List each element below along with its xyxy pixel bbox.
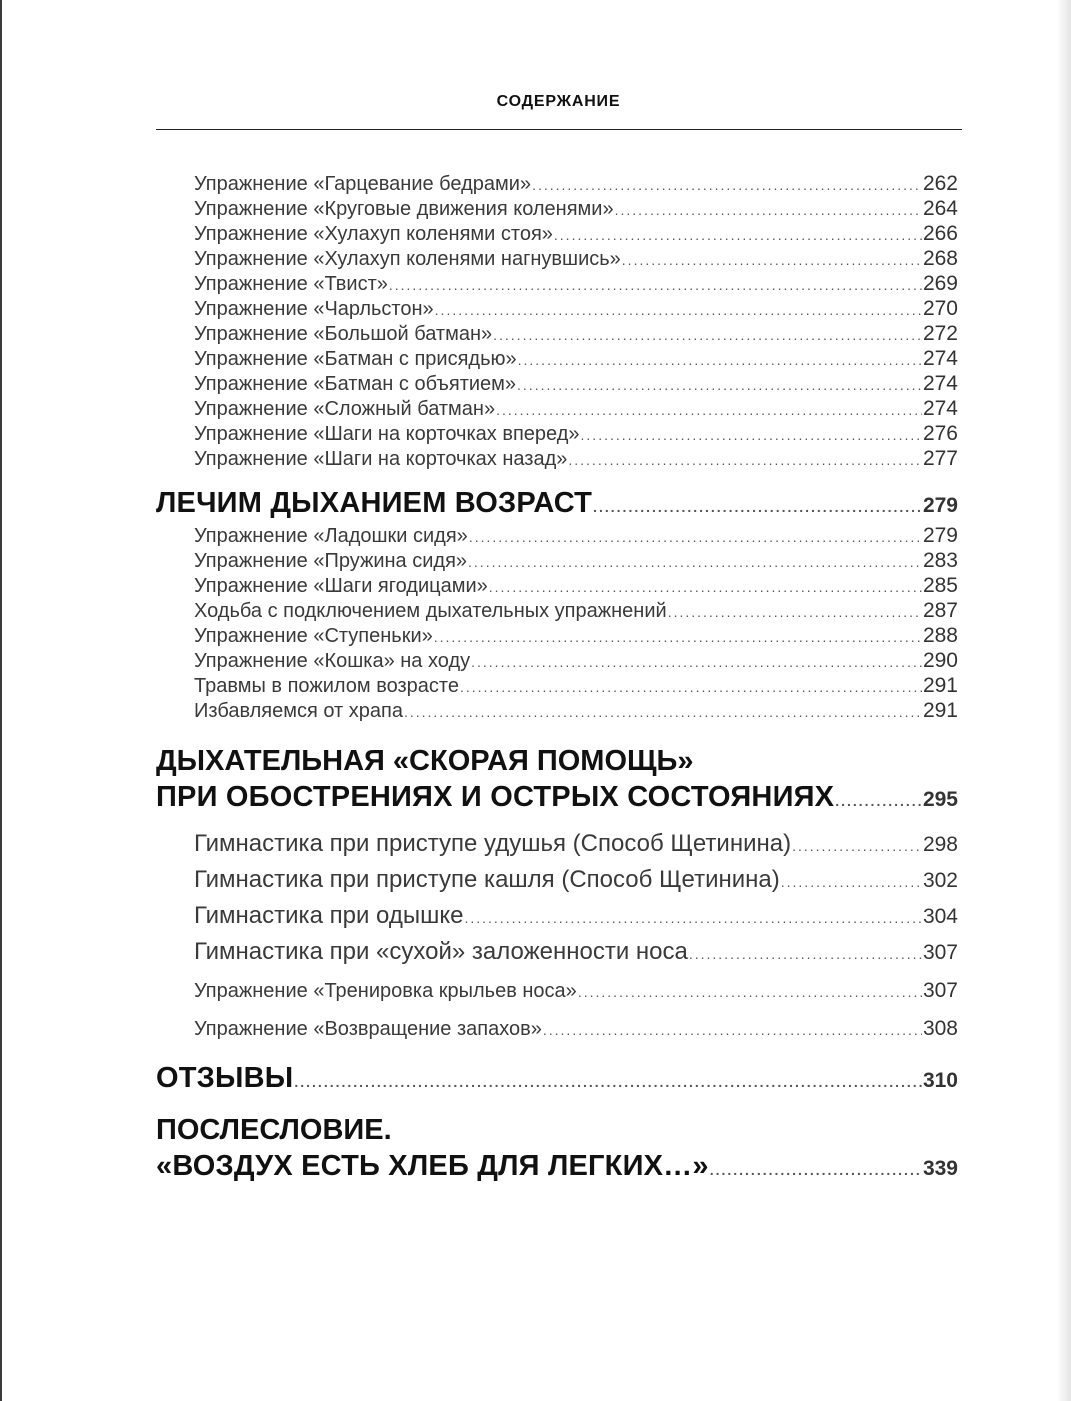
dot-leader bbox=[389, 278, 922, 292]
toc-section-heading[interactable] bbox=[156, 1060, 958, 1096]
dot-leader bbox=[781, 875, 922, 889]
toc-entry-label: Упражнение «Батман с присядью» bbox=[194, 348, 517, 370]
toc-entry-page: 298 bbox=[922, 833, 958, 856]
table-of-contents bbox=[156, 171, 958, 1187]
toc-entry-label: Упражнение «Шаги ягодицами» bbox=[194, 575, 488, 597]
toc-entry-label: Травмы в пожилом возрасте bbox=[194, 675, 459, 697]
toc-entry-label: Упражнение «Возвращение запахов» bbox=[194, 1018, 542, 1040]
toc-entry[interactable] bbox=[156, 1010, 958, 1048]
dot-leader bbox=[568, 453, 922, 467]
toc-group-1 bbox=[156, 171, 958, 471]
toc-entry[interactable] bbox=[156, 396, 958, 421]
toc-entry-page: 291 bbox=[922, 674, 958, 697]
toc-entry[interactable] bbox=[156, 221, 958, 246]
toc-entry-label: Упражнение «Большой батман» bbox=[194, 323, 493, 345]
toc-entry-page: 290 bbox=[922, 649, 958, 672]
dot-leader bbox=[835, 794, 922, 808]
toc-entry-page: 307 bbox=[922, 979, 958, 1002]
toc-entry-label: Упражнение «Сложный батман» bbox=[194, 398, 496, 420]
toc-section-page: 310 bbox=[922, 1069, 958, 1092]
page-title: СОДЕРЖАНИЕ bbox=[496, 93, 621, 110]
toc-entry-label: Упражнение «Ладошки сидя» bbox=[194, 525, 468, 547]
toc-entry[interactable] bbox=[156, 371, 958, 396]
toc-entry-page: 291 bbox=[922, 699, 958, 722]
toc-entry-page: 270 bbox=[922, 297, 958, 320]
toc-entry-label: Гимнастика при одышке bbox=[194, 902, 464, 929]
toc-entry-label: Гимнастика при приступе кашля (Способ Щетинина) bbox=[194, 866, 780, 893]
toc-section-page: 279 bbox=[922, 494, 958, 517]
toc-entry-label: Упражнение «Ступеньки» bbox=[194, 625, 433, 647]
toc-section-heading[interactable] bbox=[156, 1112, 958, 1187]
toc-section-title: ОТЗЫВЫ bbox=[156, 1062, 294, 1094]
toc-entry-label: Упражнение «Хулахуп коленями стоя» bbox=[194, 223, 553, 245]
toc-entry-label: Ходьба с подключением дыхательных упражнений bbox=[194, 600, 667, 622]
toc-entry-page: 302 bbox=[922, 869, 958, 892]
toc-entry-page: 287 bbox=[922, 599, 958, 622]
dot-leader bbox=[517, 378, 922, 392]
dot-leader bbox=[578, 985, 922, 999]
toc-entry-page: 262 bbox=[922, 172, 958, 195]
toc-entry-page: 304 bbox=[922, 905, 958, 928]
toc-entry[interactable] bbox=[156, 446, 958, 471]
dot-leader bbox=[622, 253, 922, 267]
dot-leader bbox=[435, 303, 922, 317]
toc-entry-page: 277 bbox=[922, 447, 958, 470]
toc-section-title: ЛЕЧИМ ДЫХАНИЕМ ВОЗРАСТ bbox=[156, 487, 593, 519]
toc-section-title-line2: ПРИ ОБОСТРЕНИЯХ И ОСТРЫХ СОСТОЯНИЯХ bbox=[156, 781, 835, 813]
toc-entry-page: 268 bbox=[922, 247, 958, 270]
toc-entry-label: Упражнение «Тренировка крыльев носа» bbox=[194, 980, 577, 1002]
dot-leader bbox=[460, 680, 922, 694]
toc-entry[interactable] bbox=[156, 573, 958, 598]
toc-entry-label: Гимнастика при «сухой» заложенности носа bbox=[194, 938, 688, 965]
toc-section-title-line2: «ВОЗДУХ ЕСТЬ ХЛЕБ ДЛЯ ЛЕГКИХ…» bbox=[156, 1150, 709, 1182]
toc-entry[interactable] bbox=[156, 523, 958, 548]
header-divider bbox=[156, 129, 962, 130]
toc-entry-page: 264 bbox=[922, 197, 958, 220]
toc-entry-page: 307 bbox=[922, 941, 958, 964]
toc-section-page: 295 bbox=[922, 788, 958, 811]
toc-entry-label: Упражнение «Чарльстон» bbox=[194, 298, 434, 320]
toc-section-title-line1: ПОСЛЕСЛОВИЕ. bbox=[156, 1114, 392, 1146]
toc-group-2 bbox=[156, 523, 958, 723]
toc-entry-label: Упражнение «Шаги на корточках вперед» bbox=[194, 423, 580, 445]
dot-leader bbox=[668, 605, 922, 619]
dot-leader bbox=[469, 530, 922, 544]
toc-entry-page: 266 bbox=[922, 222, 958, 245]
toc-entry-page: 283 bbox=[922, 549, 958, 572]
toc-entry-page: 269 bbox=[922, 272, 958, 295]
toc-entry-label: Гимнастика при приступе удушья (Способ Щетинина) bbox=[194, 830, 792, 857]
toc-entry[interactable] bbox=[156, 296, 958, 321]
toc-entry[interactable] bbox=[156, 862, 958, 898]
toc-entry[interactable] bbox=[156, 346, 958, 371]
toc-entry-page: 274 bbox=[922, 372, 958, 395]
toc-entry-page: 288 bbox=[922, 624, 958, 647]
toc-section-title-row bbox=[156, 779, 958, 818]
toc-entry-label: Избавляемся от храпа bbox=[194, 700, 403, 722]
toc-entry[interactable] bbox=[156, 972, 958, 1010]
toc-section-heading[interactable] bbox=[156, 743, 958, 818]
toc-entry[interactable] bbox=[156, 648, 958, 673]
dot-leader bbox=[710, 1163, 922, 1177]
toc-entry-page: 279 bbox=[922, 524, 958, 547]
dot-leader bbox=[464, 911, 921, 925]
dot-leader bbox=[554, 228, 922, 242]
page-edge-right bbox=[1057, 0, 1071, 1401]
page-edge-left bbox=[0, 0, 2, 1401]
toc-section-heading[interactable] bbox=[156, 485, 958, 521]
dot-leader bbox=[532, 178, 922, 192]
toc-entry[interactable] bbox=[156, 321, 958, 346]
dot-leader bbox=[404, 705, 922, 719]
toc-entry-label: Упражнение «Хулахуп коленями нагнувшись» bbox=[194, 248, 621, 270]
toc-entry[interactable] bbox=[156, 826, 958, 862]
dot-leader bbox=[294, 1075, 922, 1089]
toc-entry[interactable] bbox=[156, 898, 958, 934]
toc-entry[interactable] bbox=[156, 548, 958, 573]
dot-leader bbox=[581, 428, 922, 442]
toc-entry[interactable] bbox=[156, 171, 958, 196]
toc-entry-label: Упражнение «Гарцевание бедрами» bbox=[194, 173, 532, 195]
dot-leader bbox=[468, 555, 922, 569]
toc-entry-page: 274 bbox=[922, 347, 958, 370]
toc-entry-label: Упражнение «Пружина сидя» bbox=[194, 550, 468, 572]
toc-entry-label: Упражнение «Шаги на корточках назад» bbox=[194, 448, 568, 470]
toc-section-title-line1: ДЫХАТЕЛЬНАЯ «СКОРАЯ ПОМОЩЬ» bbox=[156, 745, 694, 777]
toc-entry-label: Упражнение «Круговые движения коленями» bbox=[194, 198, 614, 220]
toc-entry-label: Упражнение «Твист» bbox=[194, 273, 388, 295]
toc-entry-page: 285 bbox=[922, 574, 958, 597]
toc-entry[interactable] bbox=[156, 934, 958, 970]
dot-leader bbox=[493, 328, 922, 342]
toc-entry[interactable] bbox=[156, 698, 958, 723]
dot-leader bbox=[518, 353, 922, 367]
dot-leader bbox=[593, 500, 922, 514]
toc-entry[interactable] bbox=[156, 246, 958, 271]
dot-leader bbox=[689, 947, 922, 961]
toc-entry-label: Упражнение «Кошка» на ходу bbox=[194, 650, 471, 672]
toc-group-3b bbox=[156, 972, 958, 1048]
toc-group-3 bbox=[156, 826, 958, 970]
dot-leader bbox=[434, 630, 922, 644]
dot-leader bbox=[792, 839, 922, 853]
toc-entry-page: 276 bbox=[922, 422, 958, 445]
toc-entry-page: 308 bbox=[922, 1017, 958, 1040]
toc-section-page: 339 bbox=[922, 1157, 958, 1180]
toc-entry-page: 274 bbox=[922, 397, 958, 420]
toc-entry[interactable] bbox=[156, 623, 958, 648]
toc-entry[interactable] bbox=[156, 421, 958, 446]
toc-entry[interactable] bbox=[156, 598, 958, 623]
toc-section-title-row bbox=[156, 1148, 958, 1187]
dot-leader bbox=[615, 203, 922, 217]
toc-entry[interactable] bbox=[156, 196, 958, 221]
dot-leader bbox=[489, 580, 922, 594]
dot-leader bbox=[543, 1023, 922, 1037]
toc-entry-page: 272 bbox=[922, 322, 958, 345]
toc-entry-label: Упражнение «Батман с объятием» bbox=[194, 373, 517, 395]
dot-leader bbox=[496, 403, 922, 417]
dot-leader bbox=[471, 655, 922, 669]
toc-entry[interactable] bbox=[156, 271, 958, 296]
toc-entry[interactable] bbox=[156, 673, 958, 698]
